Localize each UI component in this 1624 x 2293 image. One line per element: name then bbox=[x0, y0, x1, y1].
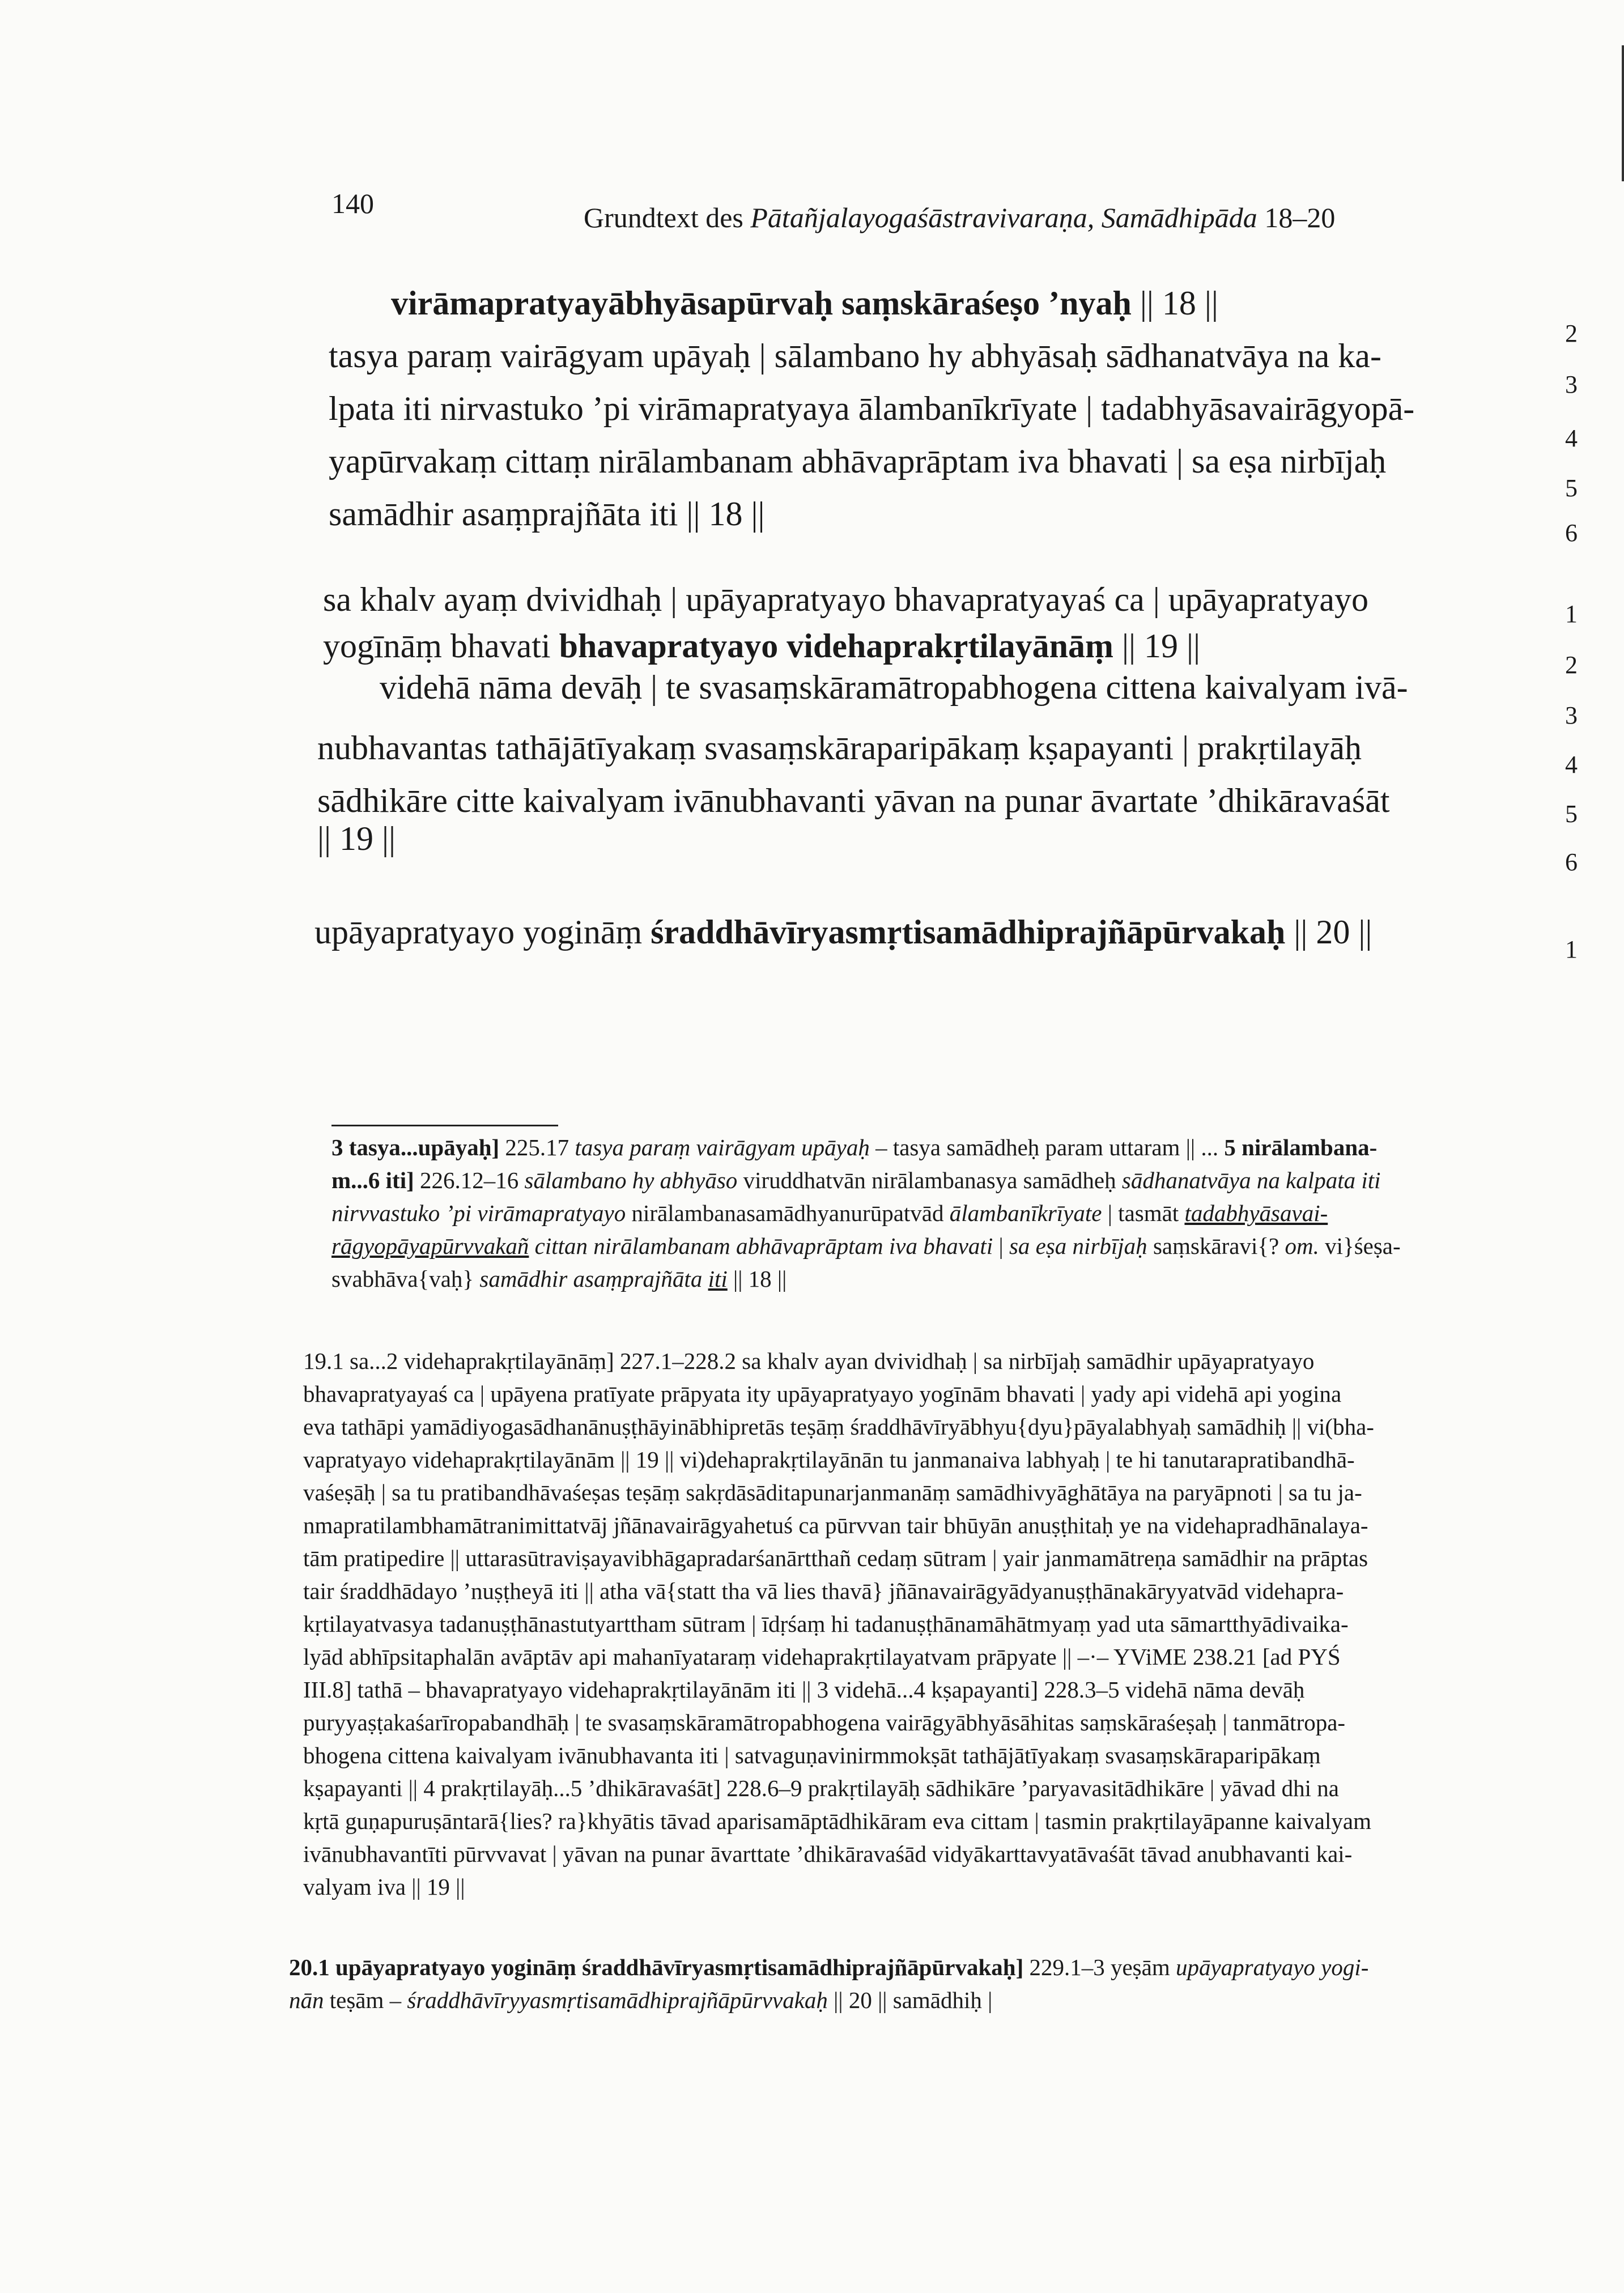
sutra-19-lead: yogīnāṃ bhavati bbox=[323, 627, 551, 665]
line-number: 6 bbox=[1565, 848, 1578, 876]
bhasya-19-line-5: sādhikāre citte kaivalyam ivānubhavanti yāvan na punar āvartate ’dhikāravaśāt bbox=[317, 782, 1390, 819]
line-number: 6 bbox=[1565, 519, 1578, 547]
footnote-rule bbox=[331, 1125, 558, 1126]
header-title-italic: Pātañjalayogaśāstravivaraṇa, Samādhipāda bbox=[750, 202, 1257, 233]
footnote-underlined: tadabhyāsavai- bbox=[1184, 1200, 1328, 1226]
footnote-19-line: ivānubhavantīti pūrvvavat | yāvan na punar āvarttate ’dhikāravaśād vidyākarttavyatāvaśāt tāvad anubhavanti kai- bbox=[303, 1841, 1353, 1867]
footnote-italic: sa eṣa nirbījaḥ bbox=[1009, 1233, 1147, 1259]
line-number: 5 bbox=[1565, 474, 1578, 502]
footnote-19-line: tair śraddhādayo ’nuṣṭheyā iti || atha vā{statt tha vā lies thavā} jñānavairāgyādyanuṣṭhānakāryyatvād videhapra- bbox=[303, 1578, 1344, 1604]
footnote-19-line: eva tathāpi yamādiyogasādhanānuṣṭhāyinābhipretās teṣāṃ śraddhāvīryābhyu{dyu}pāyalabhyaḥ samādhiḥ || vi(bha- bbox=[303, 1414, 1374, 1440]
page-edge-mark bbox=[1614, 45, 1624, 181]
line-number: 2 bbox=[1565, 320, 1578, 347]
footnote-italic: sālambano hy abhyāso bbox=[524, 1167, 738, 1193]
sutra-20 bbox=[314, 915, 1372, 949]
footnote-text: svabhāva{vaḥ} bbox=[331, 1266, 474, 1292]
footnote-19-line: kṣapayanti || 4 prakṛtilayāḥ...5 ’dhikāravaśāt] 228.6–9 prakṛtilayāḥ sādhikāre ’paryavasitādhikāre | yāvad dhi na bbox=[303, 1775, 1339, 1801]
line-number: 2 bbox=[1565, 651, 1578, 679]
footnote-ref: 5 nirālambana- bbox=[1224, 1134, 1378, 1160]
footnote-text: 229.1–3 yeṣām bbox=[1029, 1954, 1170, 1980]
footnote-19-line: kṛtilayatvasya tadanuṣṭhānastutyarttham sūtram | īdṛśaṃ hi tadanuṣṭhānamāhātmyaṃ yad uta sāmartthyādivaika- bbox=[303, 1611, 1349, 1637]
footnote-20-line-2 bbox=[289, 1989, 992, 2012]
footnote-italic: nirvvastuko ’pi virāmapratyayo bbox=[331, 1200, 626, 1226]
footnote-18-line-1 bbox=[331, 1136, 1377, 1159]
footnote-18-line-2 bbox=[331, 1169, 1381, 1192]
footnote-20-line-1 bbox=[289, 1956, 1368, 1979]
footnote-19-line: vapratyayo videhaprakṛtilayānām || 19 || vi)dehaprakṛtilayānān tu janmanaiva labhyaḥ | te hi tanutarapratibandhā- bbox=[303, 1447, 1355, 1473]
footnote-19-line: valyam iva || 19 || bbox=[303, 1874, 465, 1900]
footnote-19-line: bhavapratyayaś ca | upāyena pratīyate prāpyata ity upāyapratyayo yogīnām bhavati | yady api videhā api yogina bbox=[303, 1381, 1342, 1407]
footnote-text: | bbox=[998, 1233, 1004, 1259]
footnote-19-line: bhogena cittena kaivalyam ivānubhavanta iti | satvaguṇavinirmmokṣāt tathājātīyakaṃ svasaṃskāraparipākaṃ bbox=[303, 1742, 1321, 1768]
sutra-20-text: śraddhāvīryasmṛtisamādhiprajñāpūrvakaḥ bbox=[651, 913, 1286, 951]
footnote-underlined: rāgyopāyapūrvvakañ bbox=[331, 1233, 529, 1259]
line-number: 3 bbox=[1565, 701, 1578, 729]
header-title-plain: Grundtext des bbox=[584, 202, 743, 233]
footnote-text: || 20 || samādhiḥ | bbox=[834, 1987, 993, 2013]
footnote-18-line-3 bbox=[331, 1202, 1328, 1225]
footnote-text: nirālambanasamādhyanurūpatvād bbox=[631, 1200, 944, 1226]
footnote-19-line: III.8] tathā – bhavapratyayo videhaprakṛtilayānām iti || 3 videhā...4 kṣapayanti] 228.3–5 videhā nāma devāḥ bbox=[303, 1677, 1305, 1703]
footnote-ref: m...6 iti] bbox=[331, 1167, 414, 1193]
line-number: 1 bbox=[1565, 935, 1578, 963]
bhasya-19-line-4: nubhavantas tathājātīyakaṃ svasaṃskāraparipākaṃ kṣapayanti | prakṛtilayāḥ bbox=[317, 729, 1362, 767]
line-number: 4 bbox=[1565, 424, 1578, 452]
footnote-italic: sādhanatvāya na kalpata iti bbox=[1121, 1167, 1381, 1193]
footnote-underlined: iti bbox=[708, 1266, 728, 1292]
footnote-italic: ālambanīkrīyate bbox=[949, 1200, 1102, 1226]
bhasya-19-line-3: videhā nāma devāḥ | te svasaṃskāramātropabhogena cittena kaivalyam ivā- bbox=[380, 669, 1408, 706]
footnote-text: teṣām – bbox=[329, 1987, 402, 2013]
footnote-ref: 3 tasya...upāyaḥ] bbox=[331, 1134, 500, 1160]
sutra-18-text: virāmapratyayābhyāsapūrvaḥ saṃskāraśeṣo ’nyaḥ bbox=[391, 284, 1132, 322]
sutra-18-end: || 18 || bbox=[1140, 284, 1218, 322]
bhasya-19-line-1: sa khalv ayaṃ dvividhaḥ | upāyapratyayo bhavapratyayaś ca | upāyapratyayo bbox=[323, 581, 1368, 618]
footnote-18-line-4 bbox=[331, 1235, 1401, 1258]
footnote-italic: upāyapratyayo yogi- bbox=[1175, 1954, 1369, 1980]
page-number: 140 bbox=[331, 188, 374, 219]
footnote-text: viruddhatvān nirālambanasya samādheḥ bbox=[743, 1167, 1116, 1193]
footnote-19-line: nmapratilambhamātranimittatvāj jñānavairāgyahetuś ca pūrvvan tair bhūyān anuṣṭhitaḥ ye na videhapradhānalaya- bbox=[303, 1512, 1368, 1538]
footnote-ref: 20.1 upāyapratyayo yogināṃ śraddhāvīryasmṛtisamādhiprajñāpūrvakaḥ] bbox=[289, 1954, 1024, 1980]
footnote-text: || 18 || bbox=[733, 1266, 787, 1292]
footnote-text: 225.17 bbox=[505, 1134, 569, 1160]
footnote-19-line: kṛtā guṇapuruṣāntarā{lies? ra}khyātis tāvad aparisamāptādhikāram eva cittam | tasmin prakṛtilayāpanne kaivalyam bbox=[303, 1808, 1371, 1834]
footnote-italic: śraddhāvīryyasmṛtisamādhiprajñāpūrvvakaḥ bbox=[407, 1987, 828, 2013]
bhasya-18-line-3: yapūrvakaṃ cittaṃ nirālambanam abhāvaprāptam iva bhavati | sa eṣa nirbījaḥ bbox=[329, 443, 1387, 480]
footnote-text: saṃskāravi{? bbox=[1153, 1233, 1279, 1259]
footnote-18-line-5 bbox=[331, 1267, 787, 1291]
line-number: 3 bbox=[1565, 371, 1578, 398]
sutra-20-end: || 20 || bbox=[1294, 913, 1372, 951]
footnote-text: | tasmāt bbox=[1107, 1200, 1179, 1226]
sutra-20-lead: upāyapratyayo yogināṃ bbox=[314, 913, 643, 951]
line-number: 1 bbox=[1565, 600, 1578, 628]
bhasya-18-line-1: tasya paraṃ vairāgyam upāyaḥ | sālambano hy abhyāsaḥ sādhanatvāya na ka- bbox=[329, 337, 1381, 375]
footnote-19-line: lyād abhīpsitaphalān avāptāv api mahanīyataraṃ videhaprakṛtilayatvam prāpyate || –·– YViME 238.21 [ad PYŚ bbox=[303, 1644, 1341, 1670]
footnote-19-line: puryyaṣṭakaśarīropabandhāḥ | te svasaṃskāramātropabhogena vairāgyābhyāsāhitas saṃskāraśeṣaḥ | tanmātropa- bbox=[303, 1709, 1346, 1735]
footnote-italic: tasya paraṃ vairāgyam upāyaḥ bbox=[575, 1134, 870, 1160]
footnote-text: 226.12–16 bbox=[420, 1167, 519, 1193]
bhasya-19-line-6: || 19 || bbox=[317, 820, 396, 857]
line-number: 4 bbox=[1565, 751, 1578, 778]
footnote-text: vi}śeṣa- bbox=[1325, 1233, 1401, 1259]
line-number: 5 bbox=[1565, 800, 1578, 828]
bhasya-18-line-2: lpata iti nirvastuko ’pi virāmapratyaya ālambanīkrīyate | tadabhyāsavairāgyopā- bbox=[329, 390, 1415, 427]
footnote-italic: om. bbox=[1285, 1233, 1319, 1259]
sutra-18 bbox=[391, 286, 1218, 320]
sutra-19-line bbox=[323, 629, 1200, 663]
header-title-range: 18–20 bbox=[1264, 202, 1336, 233]
footnote-19-line: tām pratipedire || uttarasūtraviṣayavibhāgapradarśanārtthañ cedaṃ sūtram | yair janmamātreṇa samādhir na prāptas bbox=[303, 1545, 1368, 1571]
footnote-text: – tasya samādheḥ param uttaram || ... bbox=[875, 1134, 1219, 1160]
footnote-19-line: 19.1 sa...2 videhaprakṛtilayānāṃ] 227.1–228.2 sa khalv ayan dvividhaḥ | sa nirbījaḥ samādhir upāyapratyayo bbox=[303, 1348, 1315, 1374]
footnote-italic: samādhir asaṃprajñāta bbox=[479, 1266, 703, 1292]
sutra-19-end: || 19 || bbox=[1122, 627, 1201, 665]
footnote-italic: cittan nirālambanam abhāvaprāptam iva bhavati bbox=[534, 1233, 993, 1259]
bhasya-18-line-4: samādhir asaṃprajñāta iti || 18 || bbox=[329, 495, 765, 533]
sutra-19-text: bhavapratyayo videhaprakṛtilayānāṃ bbox=[559, 627, 1114, 665]
footnote-italic: nān bbox=[289, 1987, 324, 2013]
footnote-19-line: vaśeṣāḥ | sa tu pratibandhāvaśeṣas teṣāṃ sakṛdāsāditapunarjanmanāṃ samādhivyāghātāya na paryāpnoti | sa tu ja- bbox=[303, 1479, 1362, 1505]
running-header bbox=[584, 201, 1335, 234]
